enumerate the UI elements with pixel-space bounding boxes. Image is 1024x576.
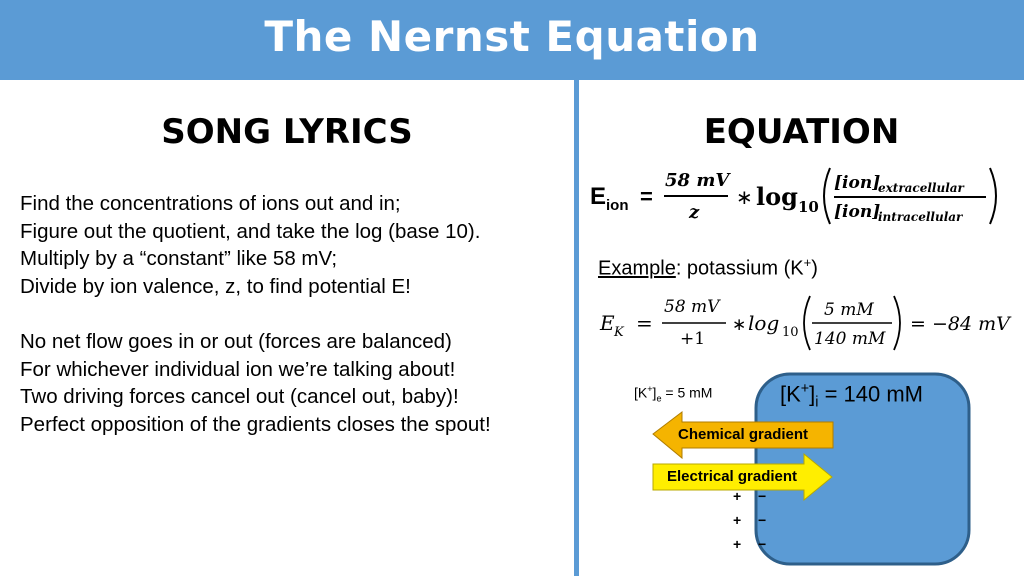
equation-heading: EQUATION <box>703 112 900 152</box>
page-title: The Nernst Equation <box>264 12 760 61</box>
intracellular-concentration-label: $[K^+]_i = 140$ mM <box>780 381 924 411</box>
example-text: : potassium (K <box>675 257 804 280</box>
ex-result: = −84 mV <box>910 313 1010 335</box>
ex-num: 58 mV <box>664 297 720 317</box>
eq-ion-top-sub: extracellular <box>878 181 964 195</box>
lyric-line: Perfect opposition of the gradients closes the spout! <box>20 412 491 436</box>
eq-log-sub: 10 <box>798 198 819 216</box>
lyric-line: Multiply by a “constant” like 58 mV; <box>20 247 338 270</box>
electrical-gradient-label: Electrical gradient <box>667 468 798 485</box>
eq-lhs-sub: ion <box>606 197 629 214</box>
minus-sign: − <box>758 488 767 504</box>
plus-sign: + <box>733 536 742 552</box>
lyrics-block <box>20 190 491 438</box>
eq-ion-top: [ion] <box>834 173 881 193</box>
lyric-line: No net flow goes in or out (forces are balanced) <box>20 330 452 353</box>
nernst-equation <box>590 160 1020 232</box>
title-bar <box>0 0 1024 80</box>
potassium-example-equation <box>598 290 1018 356</box>
ex-conc-bot: 140 mM <box>814 329 886 349</box>
ex-lhs-sub: K <box>614 325 624 340</box>
ex-log-sub: 10 <box>782 325 799 340</box>
example-label: Example <box>598 257 676 280</box>
lyric-line: Two driving forces cancel out (cancel out, baby)! <box>20 385 459 408</box>
eq-ion-bot-sub: intracellular <box>878 210 963 224</box>
plus-sign: + <box>733 488 742 504</box>
eq-den: z <box>689 202 700 223</box>
ex-lhs: E <box>600 311 615 335</box>
ex-log: log <box>748 311 780 335</box>
ex-den: +1 <box>680 329 706 349</box>
plus-sign: + <box>733 512 742 528</box>
extracellular-concentration-label: $[K^+]_e = 5$ mM <box>634 384 713 404</box>
lyric-line: Figure out the quotient, and take the log (base 10). <box>20 219 481 243</box>
chemical-gradient-label: Chemical gradient <box>678 426 809 443</box>
eq-log: log <box>756 182 798 211</box>
example-line: Example: potassium (K+) <box>598 255 818 280</box>
svg-text:=: = <box>640 184 653 209</box>
minus-sign: − <box>758 536 767 552</box>
ex-conc-top: 5 mM <box>824 300 874 320</box>
lyric-line: Divide by ion valence, z, to find potential E! <box>20 274 411 298</box>
eq-lhs: E <box>590 183 607 210</box>
minus-sign: − <box>758 512 767 528</box>
lyric-line: Find the concentrations of ions out and in; <box>20 192 401 215</box>
svg-text:∗: ∗ <box>732 315 747 335</box>
eq-ion-bot: [ion] <box>834 202 881 222</box>
example-sup: + <box>803 255 812 270</box>
lyrics-heading: SONG LYRICS <box>161 112 413 152</box>
svg-text:=: = <box>636 311 653 335</box>
column-divider <box>574 80 579 576</box>
lyric-line: For whichever individual ion we’re talking about! <box>20 357 456 381</box>
eq-num: 58 mV <box>665 170 730 191</box>
eq-op: ∗ <box>736 185 753 209</box>
